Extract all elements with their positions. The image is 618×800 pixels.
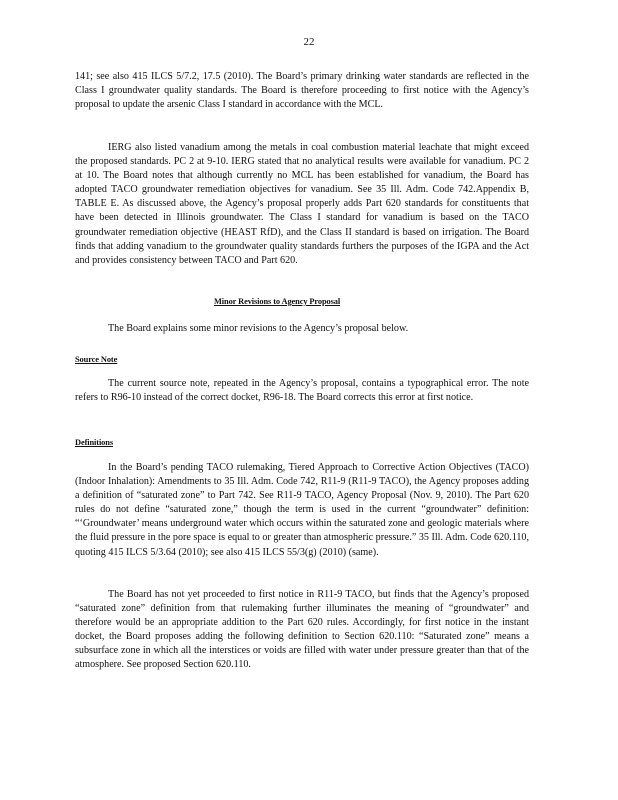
paragraph-minor-revisions: The Board explains some minor revisions to the Agency’s proposal below. xyxy=(108,323,409,334)
heading-definitions: Definitions xyxy=(75,438,113,447)
paragraph-source-note: The current source note, repeated in the Agency’s proposal, contains a typographical error. The note refers to R96-10 instead of the correct docket, R96-18. The Board corrects this error at first notice. xyxy=(75,378,529,404)
paragraph-vanadium: IERG also listed vanadium among the metals in coal combustion material leachate that might exceed the proposed standards. PC 2 at 9-10. IERG stated that no analytical results were available for vanadium. PC 2 at 10. The Board notes that although currently no MCL has been established for vanadium, the Board has adopted TACO groundwater remediation objectives for vanadium. See 35 Ill. Adm. Code 742.Appendix B, TABLE E. As discussed above, the Agency’s proposal properly adds Part 620 standards for constituents that have been detected in Illinois groundwater. The Class I standard for vanadium is based on the TACO groundwater remediation objective (HEAST RfD), and the Class II standard is based on irrigation. The Board finds that adding vanadium to the groundwater quality standards furthers the purposes of the IGPA and the Act and provides consistency between TACO and Part 620. xyxy=(75,142,529,266)
heading-minor-revisions: Minor Revisions to Agency Proposal xyxy=(214,297,341,306)
paragraph-saturated-zone-background: In the Board’s pending TACO rulemaking, Tiered Approach to Corrective Action Objectives (TACO) (Indoor Inhalation): Amendments to 35 Ill. Adm. Code 742, R11-9 (R11-9 TACO), the Agency proposes adding a definition of “saturated zone” to Part 742. See R11-9 TACO, Agency Proposal (Nov. 9, 2010). The Part 620 rules do not define “saturated zone,” though the term is used in the current “groundwater” definition: “‘Groundwater’ means underground water which occurs within the saturated zone and geologic materials where the fluid pressure in the pore space is equal to or greater than atmospheric pressure.” 35 Ill. Adm. Code 620.110, quoting 415 ILCS 5/3.64 (2010); see also 415 ILCS 55/3(g) (2010) (same). xyxy=(75,462,529,558)
page-number: 22 xyxy=(303,36,315,48)
heading-source-note: Source Note xyxy=(75,355,118,364)
paragraph-arsenic: 141; see also 415 ILCS 5/7.2, 17.5 (2010). The Board’s primary drinking water standards are reflected in the Class I groundwater quality standards. The Board is therefore proceeding to first notice with the Agency’s proposal to update the arsenic Class I standard in accordance with the MCL. xyxy=(75,71,529,111)
paragraph-saturated-zone-definition: The Board has not yet proceeded to first notice in R11-9 TACO, but finds that the Agency’s proposed “saturated zone” definition from that rulemaking further illuminates the meaning of “groundwater” and therefore would be an appropriate addition to the Part 620 rules. Accordingly, for first notice in the instant docket, the Board proposes adding the following definition to Section 620.110: “Saturated zone” means a subsurface zone in which all the interstices or voids are filled with water under pressure greater than that of the atmosphere. See proposed Section 620.110. xyxy=(75,589,529,671)
